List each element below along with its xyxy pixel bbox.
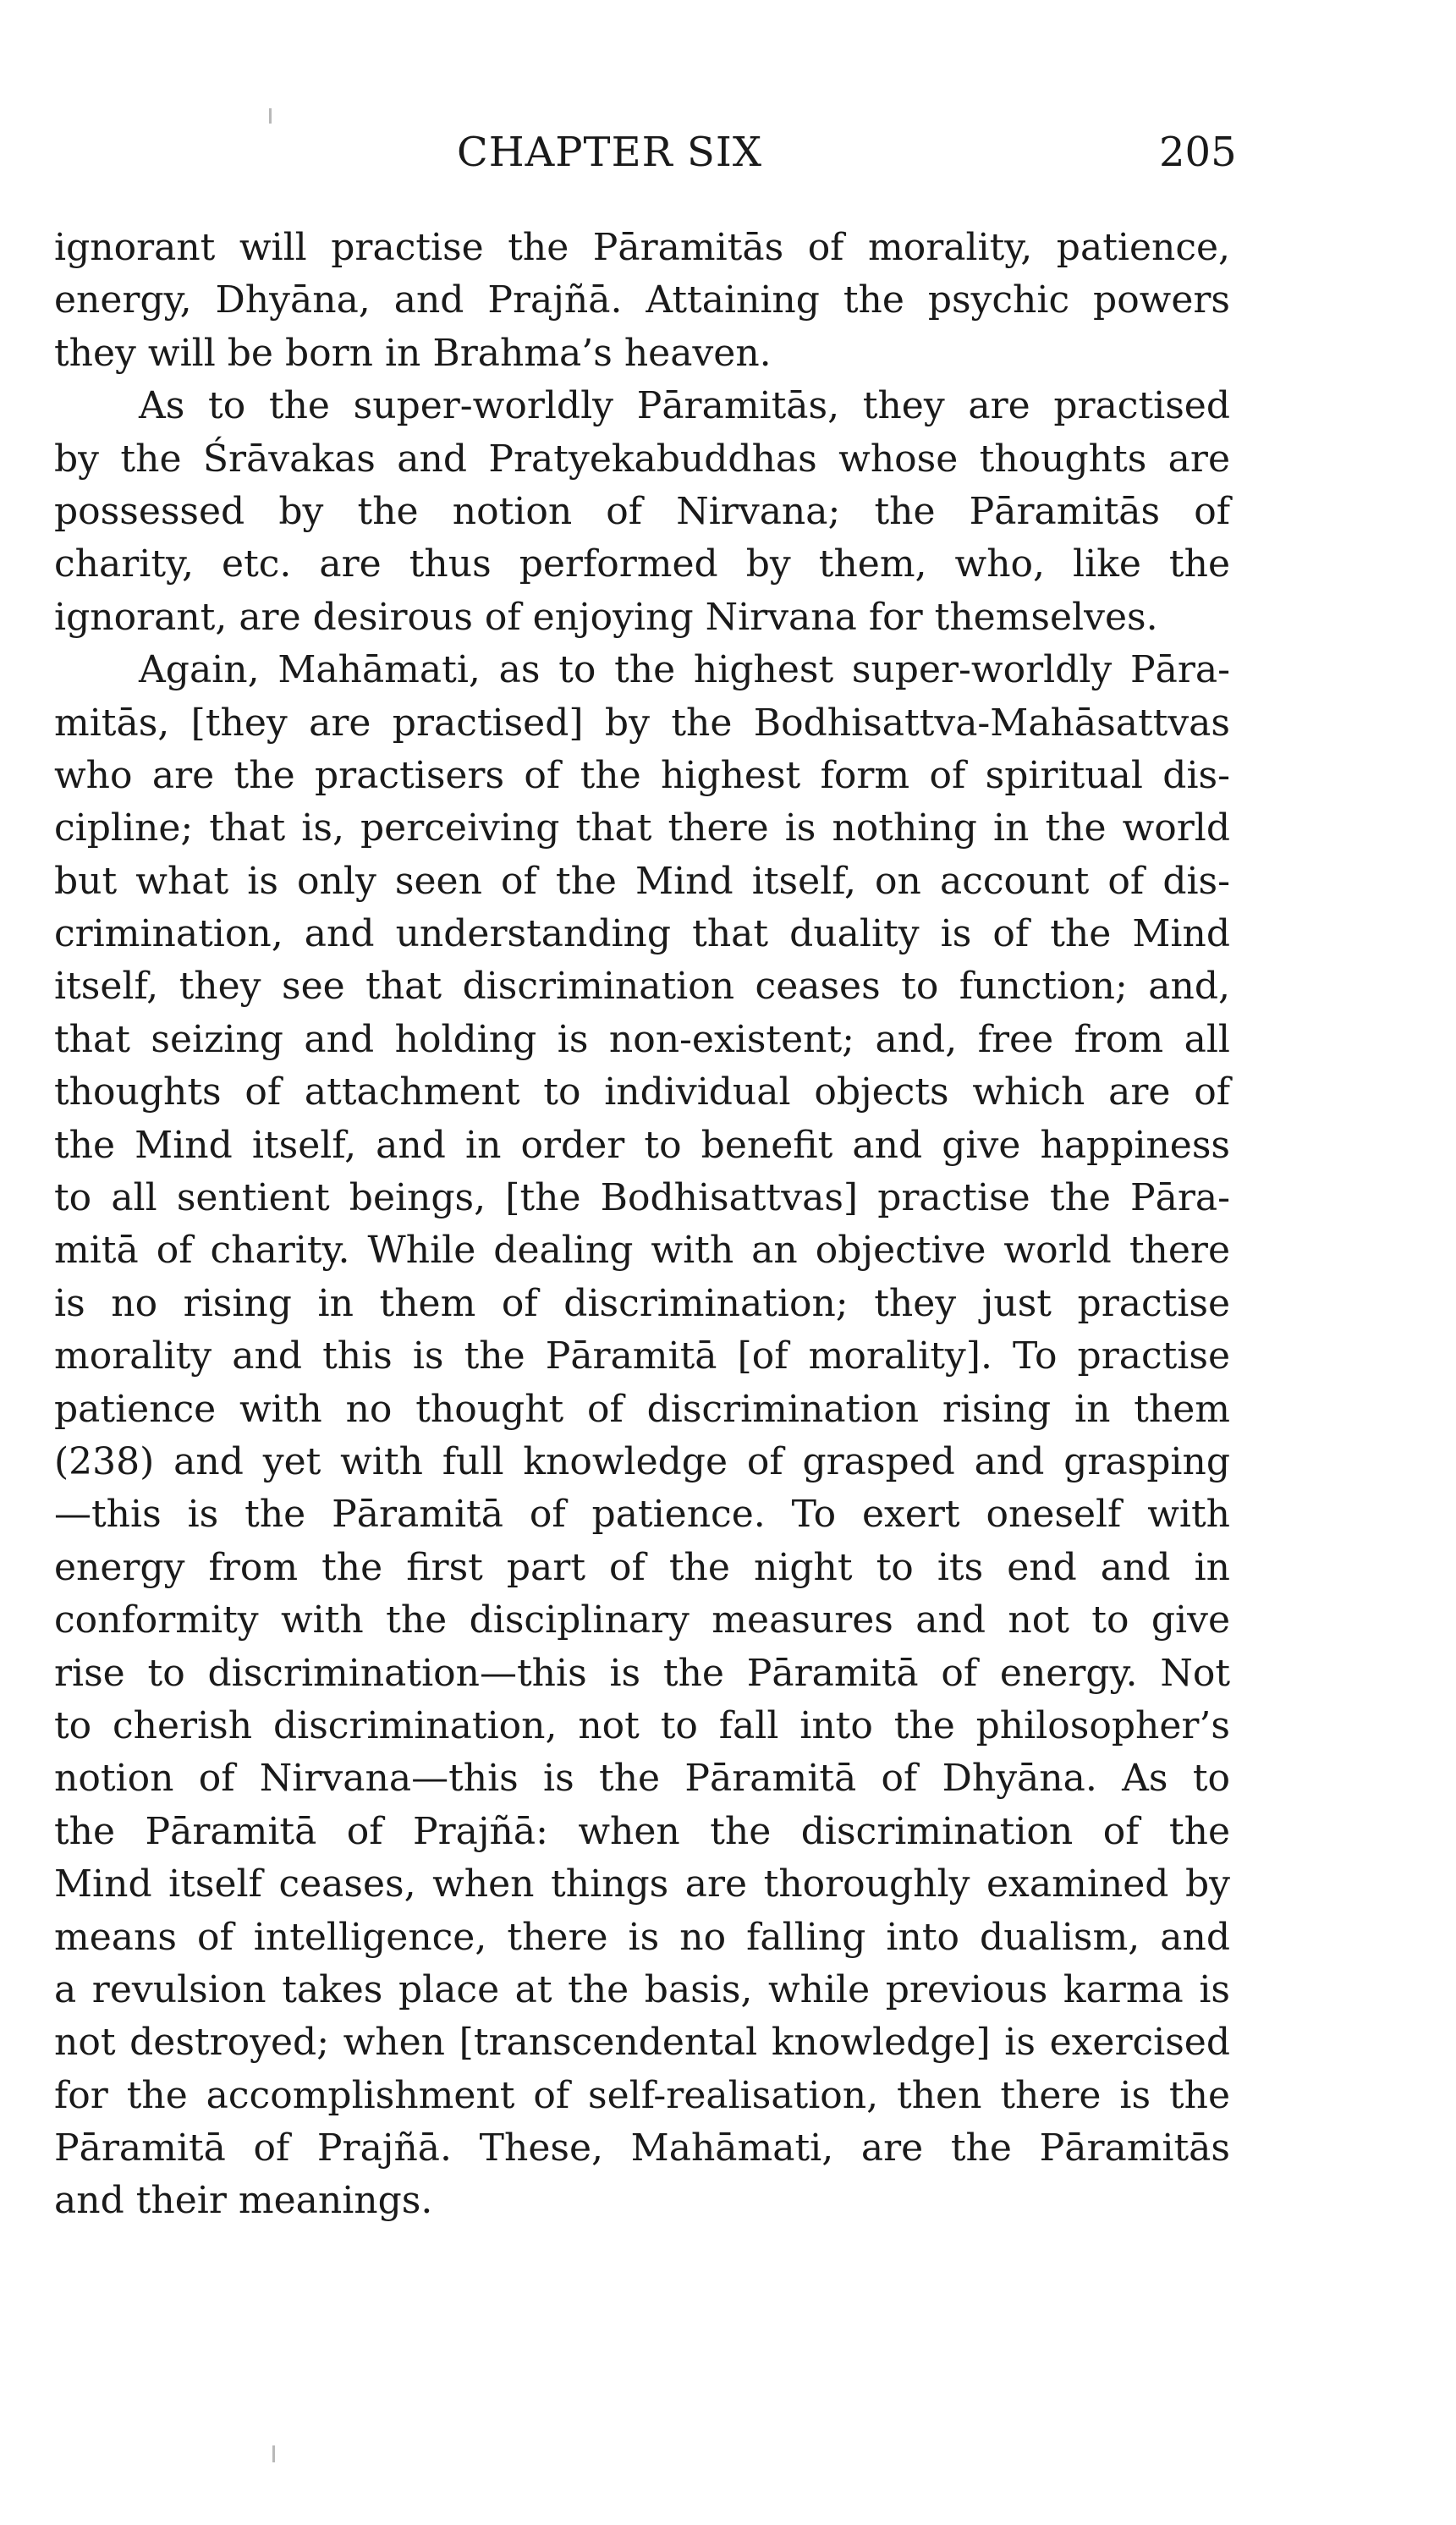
- chapter-title: CHAPTER SIX: [457, 129, 763, 176]
- text-line: Mind itself ceases, when things are thoroughly examined by: [54, 1862, 1230, 1906]
- text-line: charity, etc. are thus performed by them, who, like the: [54, 542, 1230, 586]
- scan-mark-bottom: [272, 2445, 275, 2462]
- text-line: rise to discrimination—this is the Pāramitā of energy. Not: [54, 1651, 1230, 1695]
- text-line: they will be born in Brahma’s heaven.: [54, 331, 772, 375]
- text-line: morality and this is the Pāramitā [of morality]. To practise: [54, 1334, 1230, 1378]
- text-line: —this is the Pāramitā of patience. To exert oneself with: [54, 1493, 1230, 1537]
- text-line: means of intelligence, there is no falling into dualism, and: [54, 1915, 1230, 1959]
- text-line: for the accomplishment of self-realisation, then there is the: [54, 2073, 1230, 2117]
- text-line: and their meanings.: [54, 2179, 433, 2223]
- text-line: notion of Nirvana—this is the Pāramitā of Dhyāna. As to: [54, 1757, 1230, 1801]
- text-line: but what is only seen of the Mind itself, on account of dis-: [54, 859, 1230, 903]
- text-line: mitā of charity. While dealing with an objective world there: [54, 1229, 1230, 1273]
- text-line: the Pāramitā of Prajñā: when the discrimination of the: [54, 1809, 1230, 1853]
- text-line: is no rising in them of discrimination; they just practise: [54, 1281, 1230, 1325]
- text-line: conformity with the disciplinary measures and not to give: [54, 1598, 1230, 1642]
- text-line: the Mind itself, and in order to benefit and give happiness: [54, 1123, 1230, 1167]
- text-line: mitās, [they are practised] by the Bodhisattva-Mahāsattvas: [54, 701, 1230, 745]
- text-line: patience with no thought of discrimination rising in them: [54, 1387, 1230, 1431]
- page-number: 205: [1159, 129, 1237, 176]
- text-line: itself, they see that discrimination ceases to function; and,: [54, 965, 1230, 1009]
- text-line: ignorant, are desirous of enjoying Nirvana for themselves.: [54, 595, 1158, 639]
- body-text: [54, 222, 1230, 2228]
- running-head: [0, 127, 1456, 178]
- text-line: energy from the first part of the night to its end and in: [54, 1545, 1230, 1589]
- text-line: a revulsion takes place at the basis, while previous karma is: [54, 1967, 1230, 2011]
- text-line: Again, Mahāmati, as to the highest super-worldly Pāra-: [139, 648, 1230, 692]
- text-line: not destroyed; when [transcendental knowledge] is exercised: [54, 2021, 1230, 2065]
- text-line: crimination, and understanding that duality is of the Mind: [54, 912, 1230, 956]
- text-line: thoughts of attachment to individual objects which are of: [54, 1070, 1230, 1114]
- text-line: cipline; that is, perceiving that there is nothing in the world: [54, 806, 1230, 850]
- text-line: to cherish discrimination, not to fall into the philosopher’s: [54, 1703, 1230, 1747]
- text-line: (238) and yet with full knowledge of grasped and grasping: [54, 1439, 1230, 1483]
- text-line: ignorant will practise the Pāramitās of morality, patience,: [54, 226, 1230, 269]
- text-line: Pāramitā of Prajñā. These, Mahāmati, are the Pāramitās: [54, 2126, 1230, 2170]
- text-line: As to the super-worldly Pāramitās, they are practised: [139, 384, 1230, 428]
- scan-mark-top: [269, 108, 272, 124]
- text-line: who are the practisers of the highest form of spiritual dis-: [54, 753, 1230, 797]
- text-line: to all sentient beings, [the Bodhisattvas] practise the Pāra-: [54, 1176, 1230, 1220]
- text-line: by the Śrāvakas and Pratyekabuddhas whose thoughts are: [54, 437, 1230, 481]
- text-line: that seizing and holding is non-existent; and, free from all: [54, 1017, 1230, 1061]
- text-line: energy, Dhyāna, and Prajñā. Attaining the psychic powers: [54, 278, 1230, 322]
- text-line: possessed by the notion of Nirvana; the Pāramitās of: [54, 489, 1230, 533]
